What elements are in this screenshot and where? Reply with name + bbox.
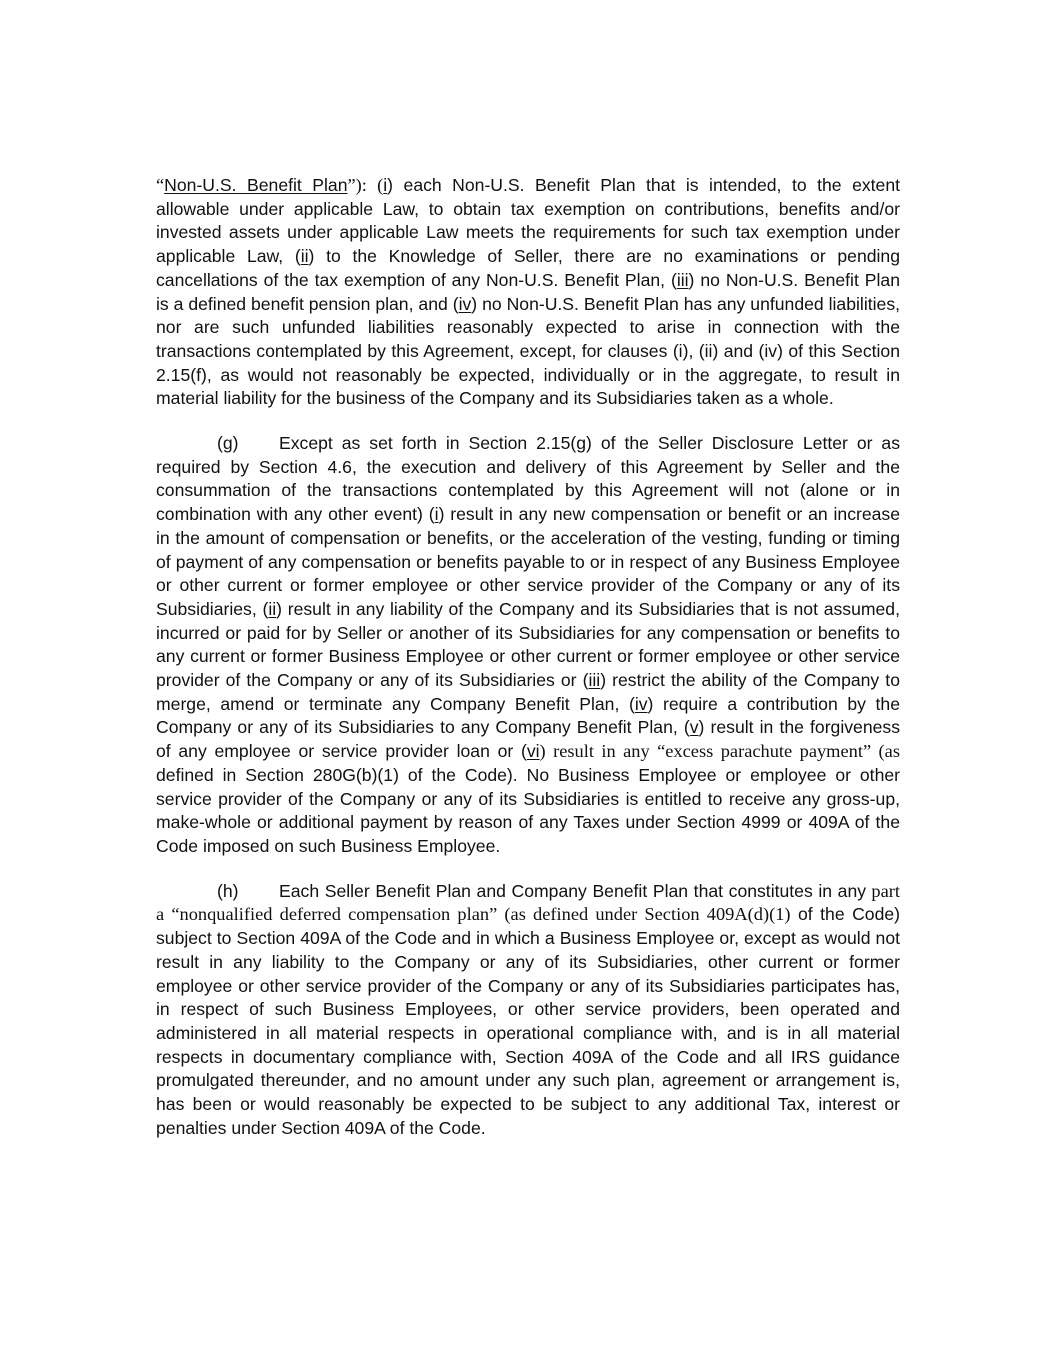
text-span: ) to the Knowledge of Seller, there are no examinations or pending cancellations of the tax exemption of any Non-U.S. Benefit Plan, ( bbox=[156, 246, 901, 290]
document-page bbox=[156, 174, 900, 1161]
paragraph-section-h bbox=[156, 880, 900, 1141]
text-span: ) each Non-U.S. Benefit Plan that is intended, to the extent allowable under applicable Law, to obtain tax exemption on contributions, benefits and/or invested assets under applicable Law meets the requirements for such tax exemption under applicable Law, ( bbox=[156, 175, 900, 267]
text-span: ) result in any “excess parachute payment” (as bbox=[539, 741, 900, 762]
clause-numeral: iii bbox=[676, 269, 689, 290]
text-span: ) restrict the ability of the Company to merge, amend or terminate any Company Benefit Plan, ( bbox=[156, 670, 900, 714]
clause-numeral: i bbox=[434, 504, 439, 525]
text-span: ) no Non-U.S. Benefit Plan has any unfunded liabilities, nor are such unfunded liabilities reasonably expected to arise in connection with the transactions contemplated by this Agreement, except, for clauses (i), (ii) and (iv) of this Section 2.15(f), as would not reasonably be expected, individually or in the aggregate, to result in material liability for the business of the Company and its Subsidiaries taken as a whole. bbox=[156, 293, 900, 409]
clause-numeral: v bbox=[689, 717, 699, 738]
clause-numeral: iv bbox=[634, 693, 648, 714]
text-span: of the Code) subject to Section 409A of the Code and in which a Business Employee or, except as would not result in any liability to the Company or any of its Subsidiaries, other current or former employee or other service provider of the Company or any of its Subsidiaries participates has, in respect of such Business Employees, or other service providers, been operated and administered in all material respects in operational compliance with, and is in all material respects in documentary compliance with, Section 409A of the Code and all IRS guidance promulgated thereunder, and no amount under any such plan, agreement or arrangement is, has been or would reasonably be expected to be subject to any additional Tax, interest or penalties under Section 409A of the Code. bbox=[156, 904, 900, 1138]
section-label: (g) bbox=[217, 433, 239, 454]
text-span: ) result in any new compensation or benefit or an increase in the amount of compensation or benefits, or the acceleration of the vesting, funding or timing of payment of any compensation or benefits payable to or in respect of any Business Employee or other current or former employee or other service provider of the Company or any of its Subsidiaries, ( bbox=[156, 504, 900, 619]
clause-numeral: i bbox=[383, 175, 388, 195]
text-span: part a “nonqualified deferred compensation plan” (as defined under Section 409A(d)(1) bbox=[156, 880, 900, 925]
defined-term: Non-U.S. Benefit Plan bbox=[164, 175, 348, 195]
paragraph-non-us-benefit-plan bbox=[156, 174, 900, 411]
text-span: Except as set forth in Section 2.15(g) of the Seller Disclosure Letter or as required by Section 4.6, the execution and delivery of this Agreement by Seller and the consummation of the transactions contemplated by this Agreement will not (alone or in combination with any other event) ( bbox=[156, 433, 900, 525]
clause-numeral: iii bbox=[588, 670, 601, 691]
text-span: ”): ( bbox=[347, 175, 384, 195]
text-span: ) result in the forgiveness of any employee or service provider loan or ( bbox=[156, 717, 900, 762]
text-span: ) require a contribution by the Company or any of its Subsidiaries to any Company Benefit Plan, ( bbox=[156, 693, 900, 738]
clause-numeral: ii bbox=[300, 246, 309, 267]
clause-numeral: ii bbox=[268, 598, 277, 619]
clause-numeral: vi bbox=[526, 741, 540, 762]
paragraph-section-g bbox=[156, 432, 900, 859]
text-span: “ bbox=[156, 175, 165, 195]
text-span: ) no Non-U.S. Benefit Plan is a defined benefit pension plan, and ( bbox=[156, 269, 900, 314]
text-span: ) result in any liability of the Company and its Subsidiaries that is not assumed, incurred or paid for by Seller or another of its Subsidiaries for any compensation or benefits to any current or former Business Employee or other current or former employee or other service provider of the Company or any of its Subsidiaries or ( bbox=[156, 598, 900, 691]
clause-numeral: iv bbox=[458, 293, 472, 314]
text-span: defined in Section 280G(b)(1) of the Code). No Business Employee or employee or other service provider of the Company or any of its Subsidiaries is entitled to receive any gross-up, make-whole or additional payment by reason of any Taxes under Section 4999 or 409A of the Code imposed on such Business Employee. bbox=[156, 764, 900, 856]
section-label: (h) bbox=[217, 880, 239, 901]
text-span: Each Seller Benefit Plan and Company Benefit Plan that constitutes in any bbox=[279, 880, 867, 901]
